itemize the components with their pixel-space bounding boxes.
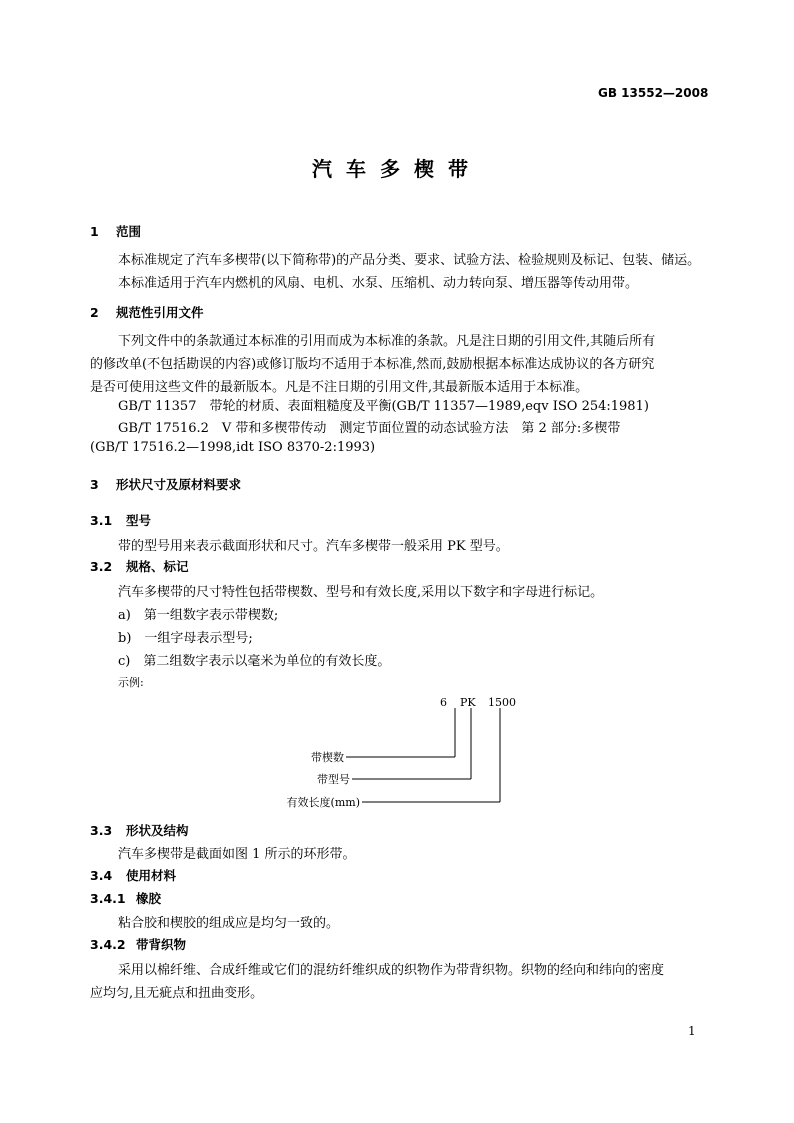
label-belt-type: 带型号: [317, 773, 350, 786]
section-title: 范围: [116, 224, 142, 239]
section-title: 形状及结构: [126, 823, 189, 838]
label-wedge-count: 带楔数: [311, 751, 344, 764]
section-3-4-1-heading: [90, 889, 161, 907]
paragraph: 带的型号用来表示截面形状和尺寸。汽车多楔带一般采用 PK 型号。: [118, 539, 509, 554]
reference-item: GB/T 17516.2 V 带和多楔带传动 测定节面位置的动态试验方法 第 2 部分:多楔带: [118, 421, 621, 436]
paragraph: 应均匀,且无疵点和扭曲变形。: [90, 986, 264, 1001]
page-title: 汽车多楔带: [312, 157, 482, 181]
code-part-length: 1500: [488, 696, 516, 709]
section-3-3-heading: [90, 821, 189, 839]
section-title: 橡胶: [136, 891, 162, 906]
list-item: b) 一组字母表示型号;: [118, 631, 253, 646]
section-title: 规格、标记: [126, 559, 189, 574]
list-item: a) 第一组数字表示带楔数;: [118, 608, 279, 623]
label-effective-length: 有效长度(mm): [286, 796, 360, 809]
paragraph: 本标准适用于汽车内燃机的风扇、电机、水泵、压缩机、动力转向泵、增压器等传动用带。: [118, 276, 639, 291]
standard-number: GB 13552—2008: [598, 86, 709, 100]
section-title: 带背织物: [136, 937, 187, 952]
section-3-4-2-heading: [90, 935, 186, 953]
section-title: 规范性引用文件: [116, 305, 204, 320]
paragraph: 是否可使用这些文件的最新版本。凡是不注日期的引用文件,其最新版本适用于本标准。: [90, 380, 589, 395]
paragraph: 汽车多楔带是截面如图 1 所示的环形带。: [118, 847, 356, 862]
code-part-wedge-count: 6: [440, 696, 447, 709]
code-part-type: PK: [460, 696, 476, 709]
paragraph: 本标准规定了汽车多楔带(以下简称带)的产品分类、要求、试验方法、检验规则及标记、包装、储运。: [118, 253, 701, 268]
section-number: 2: [90, 305, 99, 320]
section-number: 1: [90, 224, 99, 239]
section-title: 使用材料: [126, 868, 177, 883]
example-label: 示例:: [118, 676, 144, 689]
paragraph: 粘合胶和楔胶的组成应是均匀一致的。: [118, 916, 340, 931]
section-number: 3.4: [90, 868, 113, 883]
section-number: 3.4.2: [90, 937, 126, 952]
section-number: 3.2: [90, 559, 113, 574]
paragraph: 汽车多楔带的尺寸特性包括带楔数、型号和有效长度,采用以下数字和字母进行标记。: [118, 585, 604, 600]
section-number: 3.3: [90, 823, 113, 838]
section-title: 形状尺寸及原材料要求: [116, 477, 242, 492]
section-number: 3.1: [90, 513, 113, 528]
reference-item: GB/T 11357 带轮的材质、表面粗糙度及平衡(GB/T 11357—1989,eqv ISO 254:1981): [118, 399, 649, 414]
paragraph: 的修改单(不包括勘误的内容)或修订版均不适用于本标准,然而,鼓励根据本标准达成协议的各方研究: [90, 357, 655, 372]
page-number: 1: [688, 1024, 696, 1038]
section-number: 3.4.1: [90, 891, 126, 906]
section-3-4-heading: [90, 866, 176, 884]
paragraph: 采用以棉纤维、合成纤维或它们的混纺纤维织成的织物作为带背织物。织物的经向和纬向的密度: [118, 963, 665, 978]
reference-item: (GB/T 17516.2—1998,idt ISO 8370-2:1993): [90, 440, 376, 455]
section-title: 型号: [126, 513, 152, 528]
list-item: c) 第二组数字表示以毫米为单位的有效长度。: [118, 654, 391, 669]
section-number: 3: [90, 477, 99, 492]
paragraph: 下列文件中的条款通过本标准的引用而成为本标准的条款。凡是注日期的引用文件,其随后所有: [118, 334, 656, 349]
